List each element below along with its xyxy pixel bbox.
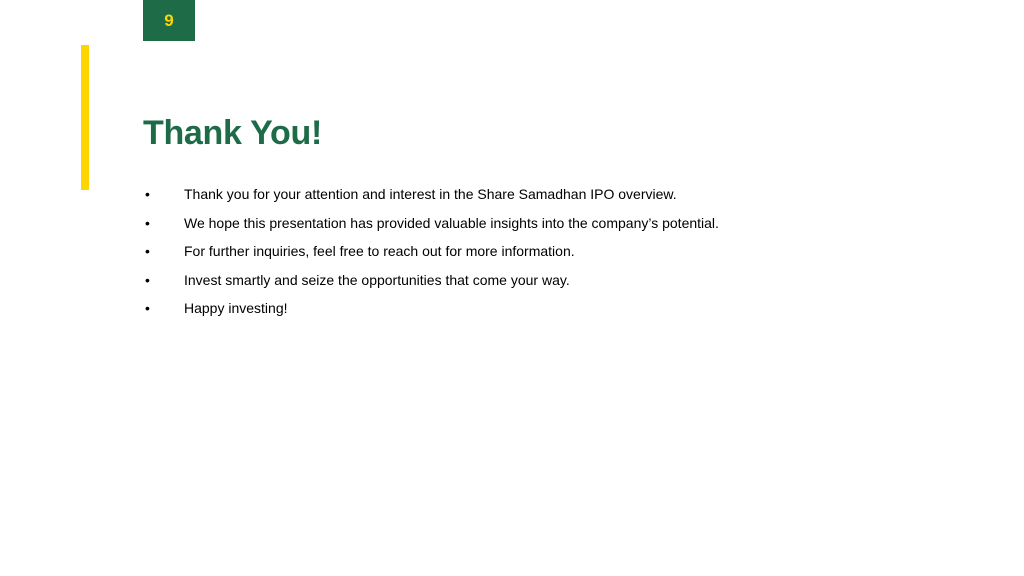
bullet-text: Happy investing!: [184, 300, 288, 317]
bullet-icon: •: [145, 243, 150, 260]
bullet-item: [143, 266, 903, 295]
bullet-list: [143, 180, 903, 323]
slide-title: Thank You!: [143, 114, 322, 152]
bullet-icon: •: [145, 214, 150, 231]
bullet-text: Invest smartly and seize the opportunities that come your way.: [184, 271, 570, 288]
bullet-text: Thank you for your attention and interest in the Share Samadhan IPO overview.: [184, 186, 677, 203]
bullet-text: We hope this presentation has provided valuable insights into the company’s potential.: [184, 214, 719, 231]
page-number-badge: [143, 0, 195, 41]
bullet-item: [143, 294, 903, 323]
accent-bar: [81, 45, 89, 190]
bullet-text: For further inquiries, feel free to reach out for more information.: [184, 243, 575, 260]
bullet-icon: •: [145, 271, 150, 288]
bullet-item: [143, 237, 903, 266]
bullet-item: [143, 180, 903, 209]
bullet-icon: •: [145, 300, 150, 317]
page-number: 9: [164, 10, 174, 30]
bullet-item: [143, 209, 903, 238]
bullet-icon: •: [145, 186, 150, 203]
